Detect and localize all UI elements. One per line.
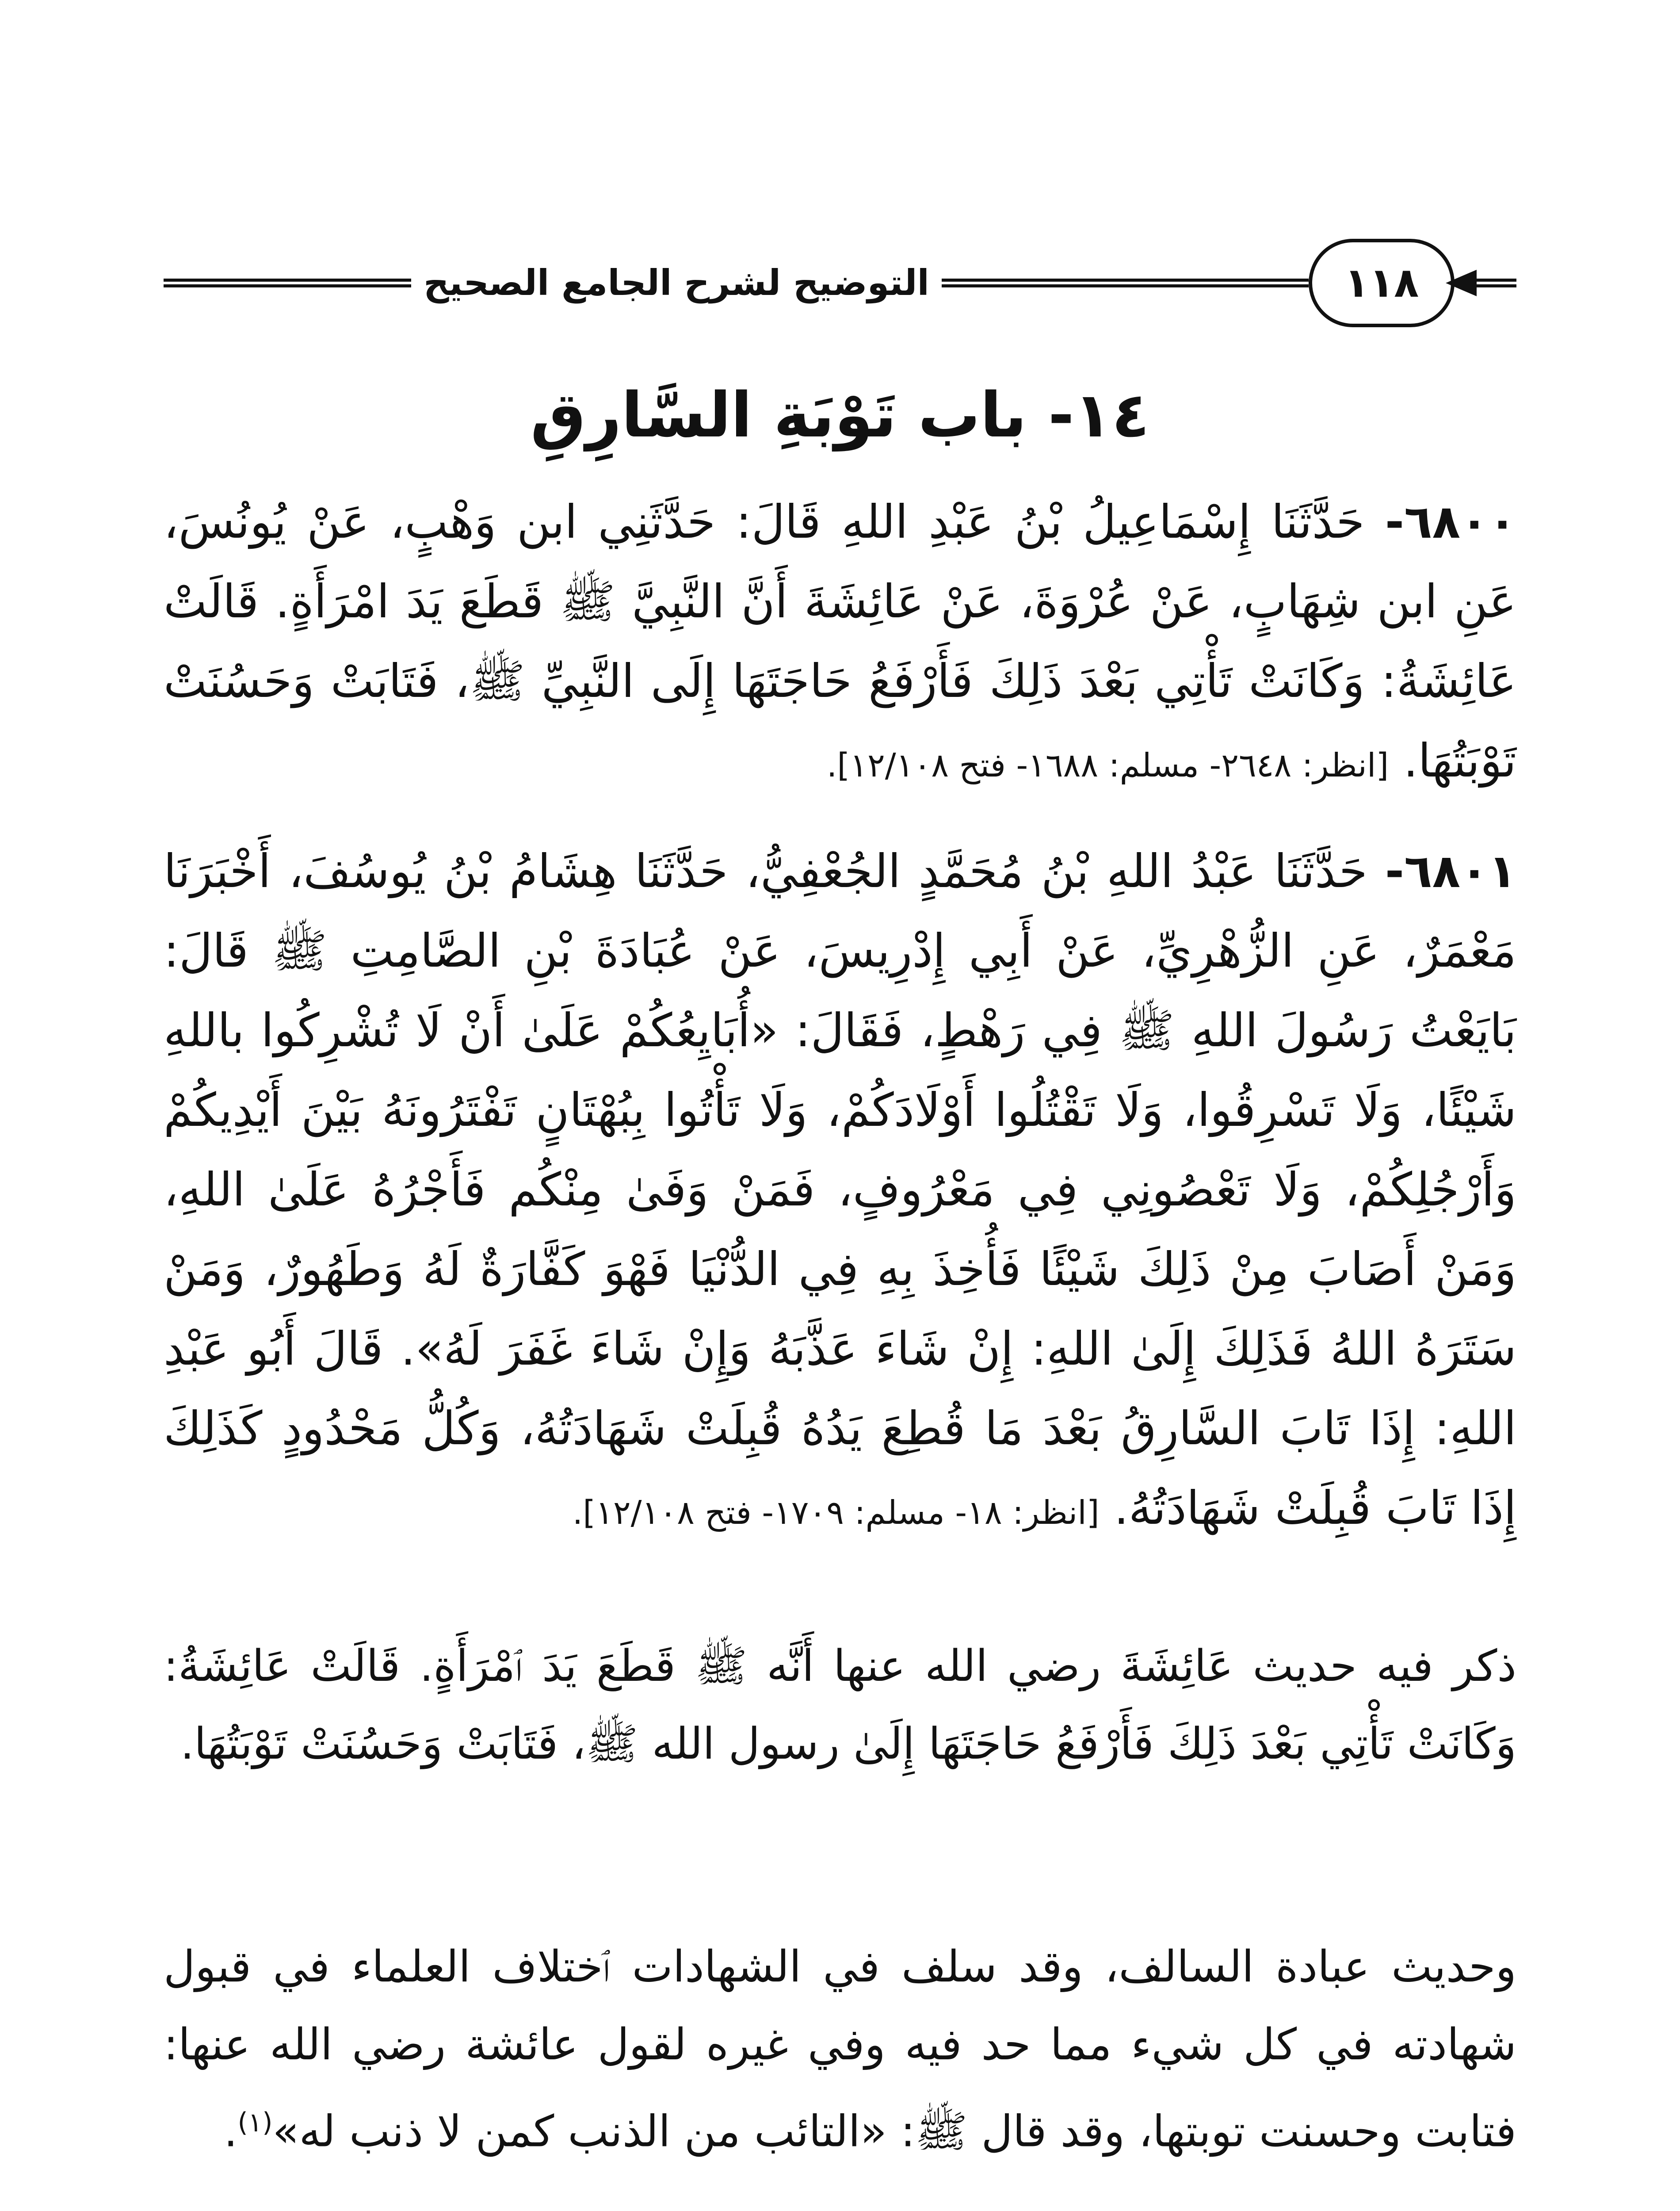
footnote-marker: (١)	[237, 2107, 273, 2138]
commentary-paragraph: ذكر فيه حديث عَائِشَةَ رضي الله عنها أَنَّه ﷺ قَطَعَ يَدَ ٱمْرَأَةٍ. قَالَتْ عَائِشَةُ: وَكَانَتْ تَأْتِي بَعْدَ ذَلِكَ فَأَرْفَعُ حَاجَتَهَا إِلَىٰ رسول الله ﷺ، فَتَابَتْ وَحَسُنَتْ تَوْبَتُهَا.	[164, 1641, 1516, 1769]
hadith-number: ٦٨٠٠-	[1385, 495, 1516, 549]
commentary-paragraph	[164, 1928, 1516, 2171]
header-rule-left	[164, 279, 411, 287]
hadith-number: ٦٨٠١-	[1385, 844, 1516, 898]
hadith-text: حَدَّثَنَا إِسْمَاعِيلُ بْنُ عَبْدِ اللهِ قَالَ: حَدَّثَنِي ابن وَهْبٍ، عَنْ يُونُسَ، عَنِ ابن شِهَابٍ، عَنْ عُرْوَةَ، عَنْ عَائِشَةَ أَنَّ النَّبِيَّ ﷺ قَطَعَ يَدَ امْرَأَةٍ. قَالَتْ عَائِشَةُ: وَكَانَتْ تَأْتِي بَعْدَ ذَلِكَ فَأَرْفَعُ حَاجَتَهَا إِلَى النَّبِيِّ ﷺ، فَتَابَتْ وَحَسُنَتْ تَوْبَتُهَا.	[164, 495, 1516, 788]
commentary-text: وحديث عبادة السالف، وقد سلف في الشهادات ٱختلاف العلماء في قبول شهادته في كل شيء مما حد فيه وفي غيره لقول عائشة رضي الله عنها: فتابت وحسنت توبتها، وقد قال ﷺ: «التائب من الذنب كمن لا ذنب له»	[164, 1942, 1516, 2157]
hadith-reference: [انظر: ١٨- مسلم: ١٧٠٩- فتح ١٢/١٠٨].	[572, 1494, 1100, 1532]
hadith-reference: [انظر: ٢٦٤٨- مسلم: ١٦٨٨- فتح ١٢/١٠٨].	[826, 746, 1389, 784]
page-number: ١١٨	[1309, 239, 1455, 327]
header-rule-middle	[942, 279, 1309, 287]
chapter-heading: ١٤- باب تَوْبَةِ السَّارِقِ	[530, 379, 1150, 451]
header-rule-right	[1472, 279, 1516, 287]
hadith-6800	[164, 482, 1516, 805]
running-header	[164, 239, 1516, 336]
book-title: التوضيح لشرح الجامع الصحيح	[411, 256, 942, 310]
hadith-text: حَدَّثَنَا عَبْدُ اللهِ بْنُ مُحَمَّدٍ الجُعْفِيُّ، حَدَّثَنَا هِشَامُ بْنُ يُوسُفَ، أَخْبَرَنَا مَعْمَرٌ، عَنِ الزُّهْرِيِّ، عَنْ أَبِي إِدْرِيسَ، عَنْ عُبَادَةَ بْنِ الصَّامِتِ ﷺ قَالَ: بَايَعْتُ رَسُولَ اللهِ ﷺ فِي رَهْطٍ، فَقَالَ: «أُبَايِعُكُمْ عَلَىٰ أَنْ لَا تُشْرِكُوا باللهِ شَيْئًا، وَلَا تَسْرِقُوا، وَلَا تَقْتُلُوا أَوْلَادَكُمْ، وَلَا تَأْتُوا بِبُهْتَانٍ تَفْتَرُونَهُ بَيْنَ أَيْدِيكُمْ وَأَرْجُلِكُمْ، وَلَا تَعْصُونِي فِي مَعْرُوفٍ، فَمَنْ وَفَىٰ مِنْكُم فَأَجْرُهُ عَلَىٰ اللهِ، وَمَنْ أَصَابَ مِنْ ذَلِكَ شَيْئًا فَأُخِذَ بِهِ فِي الدُّنْيَا فَهْوَ كَفَّارَةٌ لَهُ وَطَهُورٌ، وَمَنْ سَتَرَهُ اللهُ فَذَلِكَ إِلَىٰ اللهِ: إِنْ شَاءَ عَذَّبَهُ وَإِنْ شَاءَ غَفَرَ لَهُ». قَالَ أَبُو عَبْدِ اللهِ: إِذَا تَابَ السَّارِقُ بَعْدَ مَا قُطِعَ يَدُهُ قُبِلَتْ شَهَادَتُهُ، وَكُلُّ مَحْدُودٍ كَذَلِكَ إِذَا تَابَ قُبِلَتْ شَهَادَتُهُ.	[164, 844, 1516, 1535]
commentary-text-end: .	[224, 2106, 238, 2157]
hadith-6801	[164, 831, 1516, 1553]
